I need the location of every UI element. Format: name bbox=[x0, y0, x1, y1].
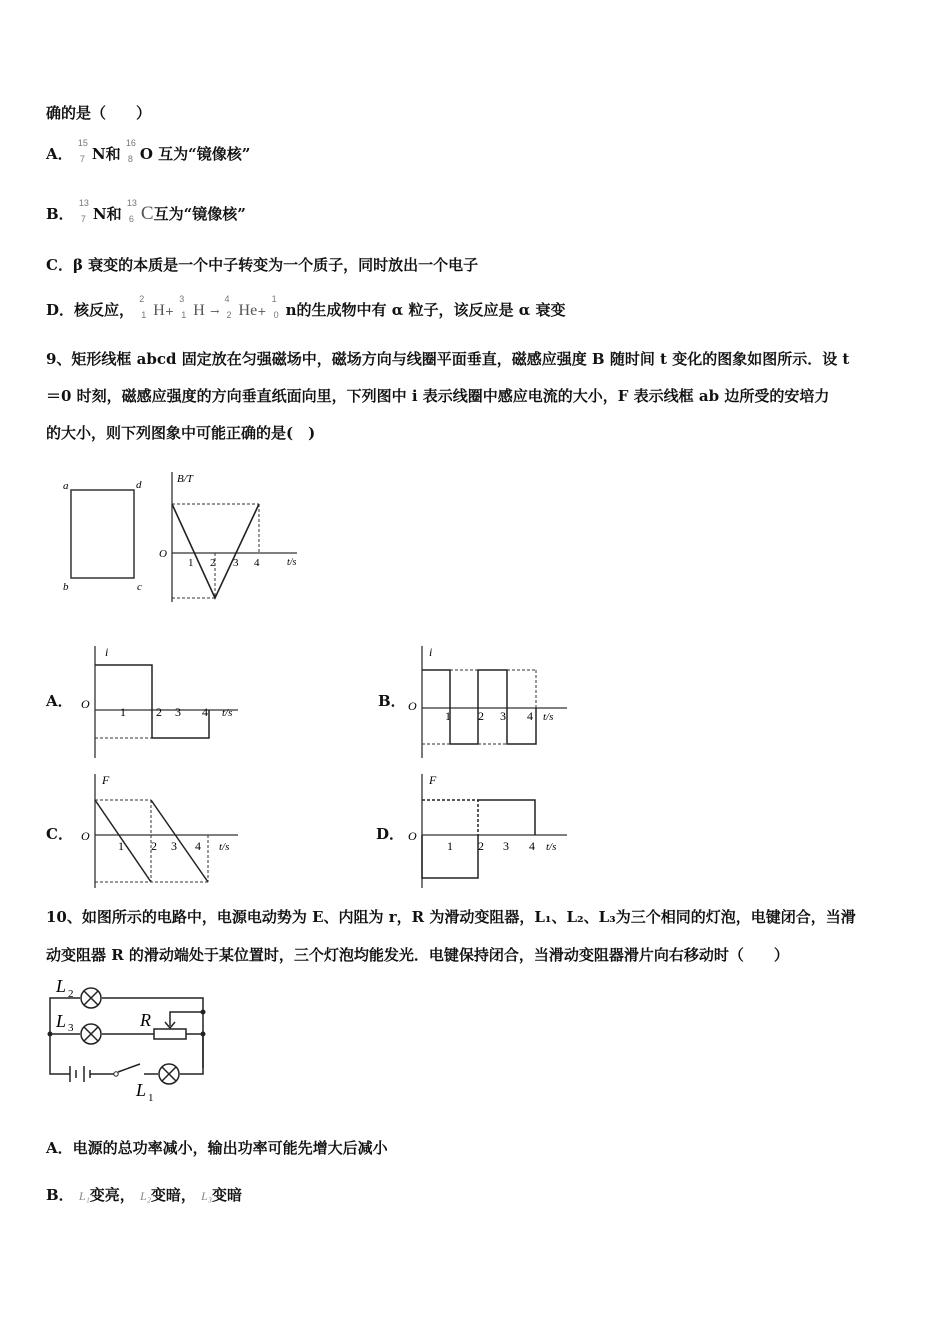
q9-option-c-label: C． bbox=[46, 825, 73, 843]
svg-text:i: i bbox=[429, 645, 433, 659]
svg-text:2: 2 bbox=[478, 839, 484, 853]
b-graph-dashed-guides bbox=[172, 504, 259, 598]
isotope-o16: 16 8 bbox=[125, 138, 136, 164]
q9-option-b-label: B． bbox=[378, 692, 406, 710]
svg-text:O: O bbox=[408, 829, 417, 843]
isotope-h3: 3 1 bbox=[179, 294, 187, 320]
q8-option-a: A． 15 7 N和 16 8 O 互为“镜像核” bbox=[46, 142, 250, 168]
svg-text:3: 3 bbox=[171, 839, 177, 853]
q10-line-2: 动变阻器 R 的滑动端处于某位置时，三个灯泡均能发光．电键保持闭合，当滑动变阻器滑片向右移动时（ ） bbox=[46, 946, 789, 964]
q9-line-3: 的大小，则下列图象中可能正确的是( ) bbox=[46, 424, 316, 442]
isotope-c13: 13 6 bbox=[126, 198, 137, 224]
b-tick-1: 1 bbox=[188, 557, 194, 569]
q9-option-a-graph bbox=[78, 640, 248, 760]
q9-option-b-graph bbox=[405, 640, 575, 760]
isotope-h2: 2 1 bbox=[139, 294, 147, 320]
q10-option-a: A．电源的总功率减小，输出功率可能先增大后减小 bbox=[46, 1139, 388, 1157]
q9-option-d-graph bbox=[405, 770, 575, 888]
b-graph-ylabel: B/T bbox=[177, 473, 193, 485]
frame-label-a: a bbox=[63, 480, 69, 492]
svg-text:1: 1 bbox=[445, 709, 451, 723]
svg-text:t/s: t/s bbox=[222, 707, 233, 719]
circuit-label-r: R bbox=[140, 1010, 151, 1030]
q8-option-d: D．核反应， 2 1 H+ 3 1 H → 4 2 He+ 1 0 n的生成物中有 α 粒子，该反应是 α 衰变 bbox=[46, 298, 566, 324]
svg-text:2: 2 bbox=[156, 705, 162, 719]
q9-line-2: ＝0 时刻，磁感应强度的方向垂直纸面向里，下列图中 i 表示线圈中感应电流的大小，F 表示线框 ab 边所受的安培力 bbox=[46, 387, 830, 405]
svg-text:1: 1 bbox=[447, 839, 453, 853]
b-graph-origin: O bbox=[159, 548, 167, 560]
q9-frame-and-b-graph bbox=[55, 462, 315, 612]
svg-text:2: 2 bbox=[478, 709, 484, 723]
svg-text:3: 3 bbox=[503, 839, 509, 853]
q10-line-1: 10、如图所示的电路中，电源电动势为 E、内阻为 r，R 为滑动变阻器，L₁、L₂、L₃为三个相同的灯泡，电键闭合，当滑 bbox=[46, 908, 856, 926]
b-tick-3: 3 bbox=[233, 557, 239, 569]
b-graph-xlabel: t/s bbox=[287, 557, 297, 568]
circuit-label-l2: L bbox=[56, 976, 67, 996]
svg-text:4: 4 bbox=[202, 705, 208, 719]
frame-label-d: d bbox=[136, 479, 142, 491]
circuit-label-l1: L bbox=[136, 1080, 147, 1100]
svg-text:4: 4 bbox=[529, 839, 535, 853]
frame-label-c: c bbox=[137, 581, 142, 593]
q10-circuit-diagram bbox=[44, 976, 219, 1106]
isotope-he4: 4 2 bbox=[224, 294, 232, 320]
q9-option-c-graph bbox=[78, 770, 248, 888]
svg-text:4: 4 bbox=[195, 839, 201, 853]
isotope-n13: 13 7 bbox=[78, 198, 89, 224]
svg-text:t/s: t/s bbox=[543, 711, 554, 723]
svg-text:F: F bbox=[102, 773, 110, 787]
svg-text:2: 2 bbox=[151, 839, 157, 853]
svg-text:1: 1 bbox=[118, 839, 124, 853]
isotope-n15: 15 7 bbox=[77, 138, 88, 164]
b-tick-2: 2 bbox=[210, 557, 216, 569]
svg-text:3: 3 bbox=[68, 1022, 74, 1034]
q9-option-d-label: D． bbox=[376, 825, 405, 843]
q8-intro: 确的是（ ） bbox=[46, 104, 152, 122]
svg-text:O: O bbox=[408, 699, 417, 713]
svg-text:3: 3 bbox=[175, 705, 181, 719]
svg-text:F: F bbox=[429, 773, 437, 787]
q8-option-c: C．β 衰变的本质是一个中子转变为一个质子，同时放出一个电子 bbox=[46, 256, 479, 274]
svg-text:4: 4 bbox=[527, 709, 533, 723]
frame-label-b: b bbox=[63, 581, 69, 593]
svg-text:2: 2 bbox=[68, 988, 74, 1000]
b-tick-4: 4 bbox=[254, 557, 260, 569]
q9-line-1: 9、矩形线框 abcd 固定放在匀强磁场中，磁场方向与线圈平面垂直，磁感应强度 B 随时间 t 变化的图象如图所示．设 t bbox=[46, 350, 850, 368]
svg-text:1: 1 bbox=[148, 1092, 154, 1104]
isotope-n1: 1 0 bbox=[271, 294, 279, 320]
svg-text:t/s: t/s bbox=[546, 841, 557, 853]
frame-abcd bbox=[71, 490, 134, 578]
svg-text:3: 3 bbox=[500, 709, 506, 723]
svg-text:t/s: t/s bbox=[219, 841, 230, 853]
q9-option-a-label: A． bbox=[46, 692, 73, 710]
q10-option-b: B． L₁变亮， L₂变暗， L₃变暗 bbox=[46, 1186, 243, 1204]
svg-text:i: i bbox=[105, 645, 109, 659]
circuit-label-l3: L bbox=[56, 1011, 67, 1031]
option-label: A． bbox=[46, 145, 73, 163]
svg-text:1: 1 bbox=[120, 705, 126, 719]
svg-text:O: O bbox=[81, 697, 90, 711]
q8-option-b: B． 13 7 N和 13 6 C互为“镜像核” bbox=[46, 202, 246, 228]
svg-text:O: O bbox=[81, 829, 90, 843]
